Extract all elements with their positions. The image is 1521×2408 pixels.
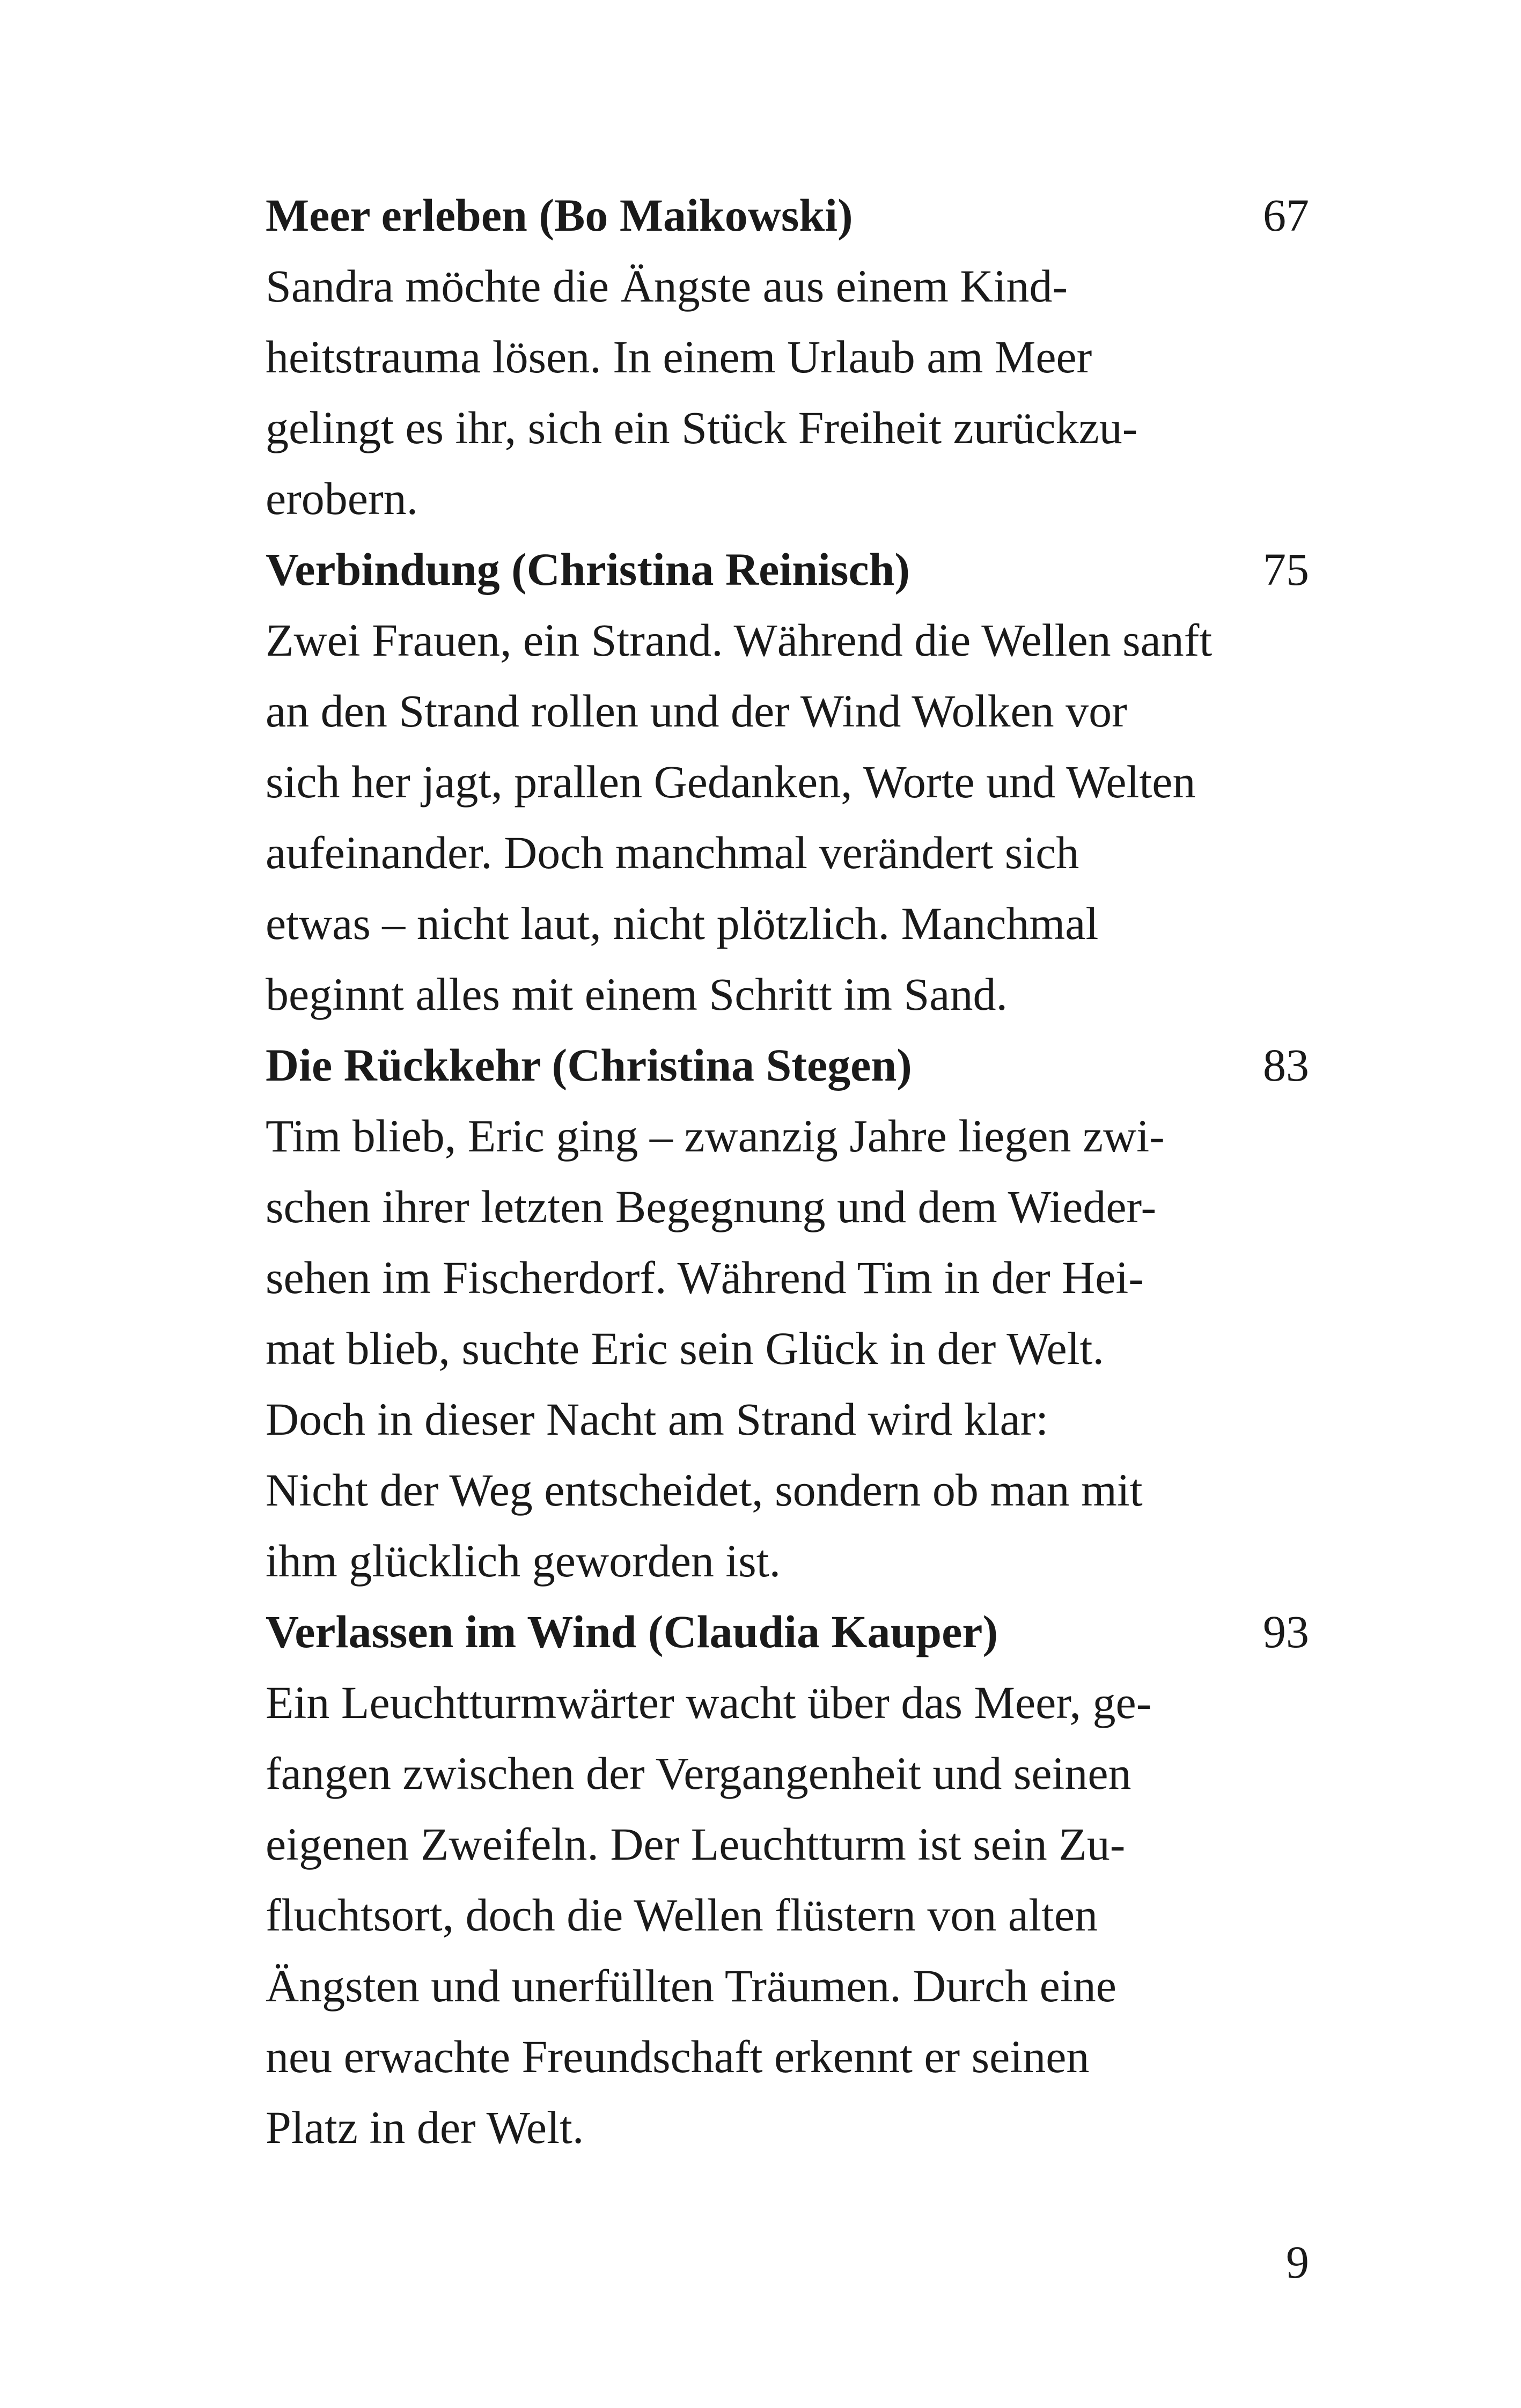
summary-line: Doch in dieser Nacht am Strand wird klar: <box>266 1393 1049 1445</box>
toc-entry-header <box>266 180 1309 251</box>
entry-page-number: 67 <box>1263 189 1309 241</box>
summary-line: etwas – nicht laut, nicht plötzlich. Manchmal <box>266 898 1099 949</box>
table-of-contents <box>266 180 1309 2163</box>
summary-line: eigenen Zweifeln. Der Leuchtturm ist sein Zu- <box>266 1818 1126 1870</box>
summary-line: mat blieb, suchte Eric sein Glück in der Welt. <box>266 1323 1104 1374</box>
summary-line: Platz in der Welt. <box>266 2102 584 2153</box>
summary-line: Zwei Frauen, ein Strand. Während die Wellen sanft <box>266 614 1213 666</box>
summary-line: erobern. <box>266 473 418 524</box>
toc-entry <box>266 534 1309 1030</box>
entry-title: Verbindung (Christina Reinisch) <box>266 544 910 595</box>
summary-line: heitstrauma lösen. In einem Urlaub am Meer <box>266 331 1092 383</box>
summary-line: neu erwachte Freundschaft erkennt er seinen <box>266 2031 1090 2082</box>
entry-title: Verlassen im Wind (Claudia Kauper) <box>266 1606 998 1657</box>
summary-line: Tim blieb, Eric ging – zwanzig Jahre liegen zwi- <box>266 1110 1165 1162</box>
summary-line: schen ihrer letzten Begegnung und dem Wieder- <box>266 1181 1157 1232</box>
summary-line: beginnt alles mit einem Schritt im Sand. <box>266 968 1008 1020</box>
summary-line: fangen zwischen der Vergangenheit und seinen <box>266 1748 1131 1799</box>
summary-line: gelingt es ihr, sich ein Stück Freiheit zurückzu- <box>266 402 1138 453</box>
summary-line: Nicht der Weg entscheidet, sondern ob man mit <box>266 1464 1143 1516</box>
summary-line: aufeinander. Doch manchmal verändert sich <box>266 827 1079 878</box>
summary-line: sehen im Fischerdorf. Während Tim in der Hei- <box>266 1252 1144 1303</box>
entry-title: Meer erleben (Bo Maikowski) <box>266 189 853 241</box>
entry-page-number: 83 <box>1263 1039 1309 1091</box>
summary-line: an den Strand rollen und der Wind Wolken vor <box>266 685 1127 737</box>
summary-line: Ein Leuchtturmwärter wacht über das Meer, ge- <box>266 1677 1152 1728</box>
summary-line: ihm glücklich geworden ist. <box>266 1535 781 1587</box>
summary-line: fluchtsort, doch die Wellen flüstern von alten <box>266 1889 1098 1941</box>
entry-summary <box>266 1100 1188 1596</box>
entry-page-number: 93 <box>1263 1606 1309 1657</box>
toc-entry <box>266 1596 1309 2163</box>
toc-entry-header <box>266 534 1309 605</box>
entry-title: Die Rückkehr (Christina Stegen) <box>266 1039 912 1091</box>
summary-line: sich her jagt, prallen Gedanken, Worte und Welten <box>266 756 1196 807</box>
entry-page-number: 75 <box>1263 544 1309 595</box>
summary-line: Sandra möchte die Ängste aus einem Kind- <box>266 260 1068 312</box>
summary-line: Ängsten und unerfüllten Träumen. Durch eine <box>266 1960 1116 2011</box>
toc-entry-header <box>266 1596 1309 1667</box>
toc-entry-header <box>266 1030 1309 1100</box>
toc-entry <box>266 1030 1309 1596</box>
entry-summary <box>266 251 1188 534</box>
toc-entry <box>266 180 1309 534</box>
page-number: 9 <box>1286 2236 1309 2288</box>
entry-summary <box>266 605 1213 1030</box>
entry-summary <box>266 1667 1188 2163</box>
